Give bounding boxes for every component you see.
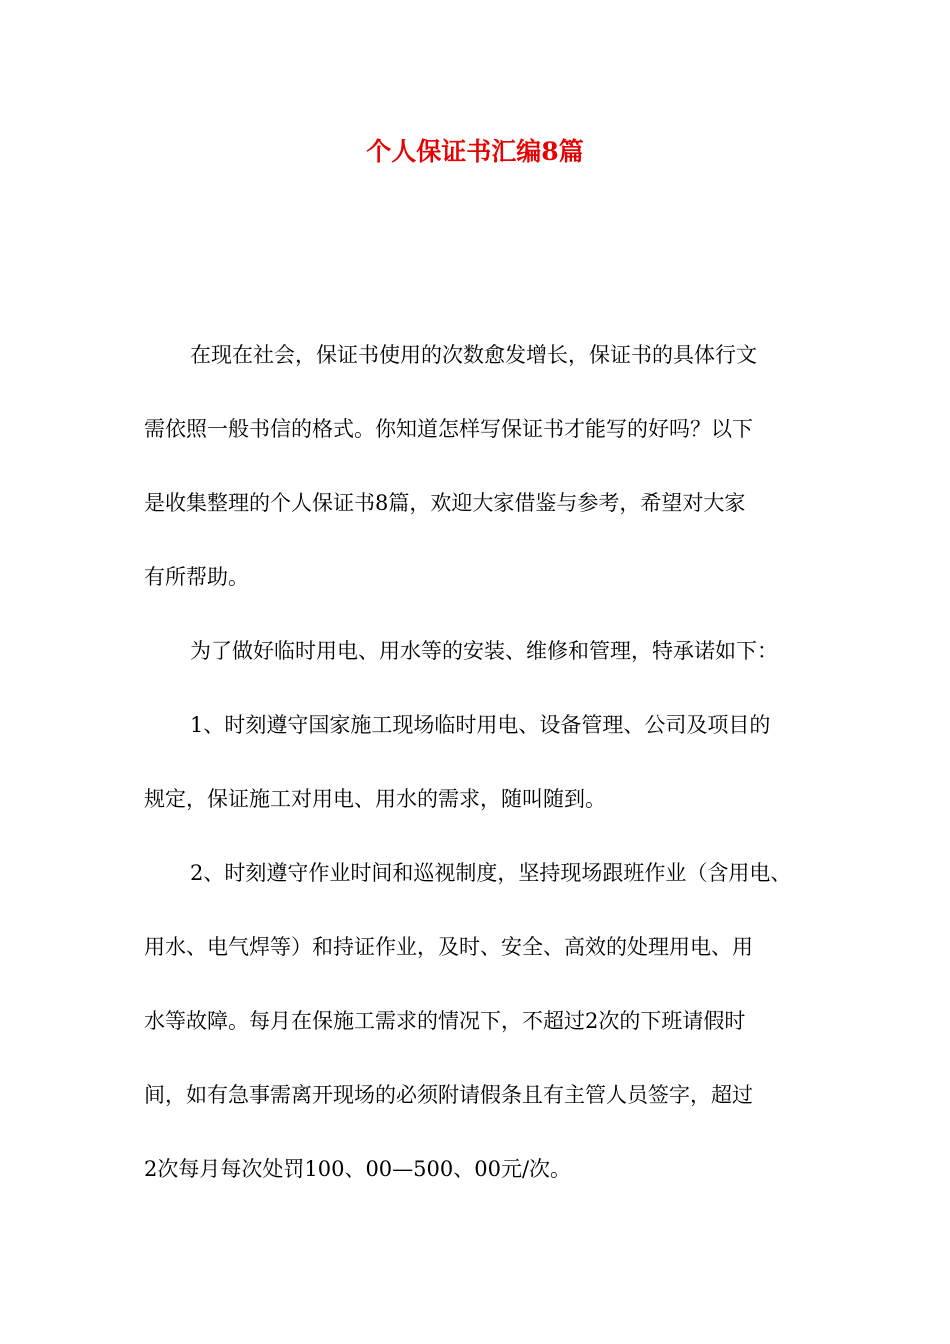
paragraph-item-2: [144, 836, 810, 1206]
text-line: 间，如有急事需离开现场的必须附请假条且有主管人员签字，超过: [144, 1083, 753, 1107]
text-line: 规定，保证施工对用电、用水的需求，随叫随到。: [144, 787, 606, 811]
text-line: 是收集整理的个人保证书8篇，欢迎大家借鉴与参考，希望对大家: [144, 491, 746, 515]
text-line: 1、时刻遵守国家施工现场临时用电、设备管理、公司及项目的: [190, 713, 771, 737]
paragraph-item-1: [144, 688, 810, 836]
text-line: 在现在社会，保证书使用的次数愈发增长，保证书的具体行文: [190, 343, 757, 367]
text-line: 2、时刻遵守作业时间和巡视制度，坚持现场跟班作业（含用电、: [190, 861, 792, 885]
paragraph-commitment-intro: [144, 614, 810, 688]
paragraph-intro: [144, 318, 810, 614]
document-title: 个人保证书汇编8篇: [366, 137, 584, 166]
document-body: [144, 318, 810, 1206]
text-line: 需依照一般书信的格式。你知道怎样写保证书才能写的好吗？以下: [144, 417, 753, 441]
text-line: 2次每月每次处罚100、00—500、00元/次。: [144, 1157, 572, 1181]
text-line: 水等故障。每月在保施工需求的情况下，不超过2次的下班请假时: [144, 1009, 746, 1033]
text-line: 用水、电气焊等）和持证作业，及时、安全、高效的处理用电、用: [144, 935, 753, 959]
text-line: 有所帮助。: [144, 565, 249, 589]
text-line: 为了做好临时用电、用水等的安装、维修和管理，特承诺如下：: [190, 639, 778, 663]
